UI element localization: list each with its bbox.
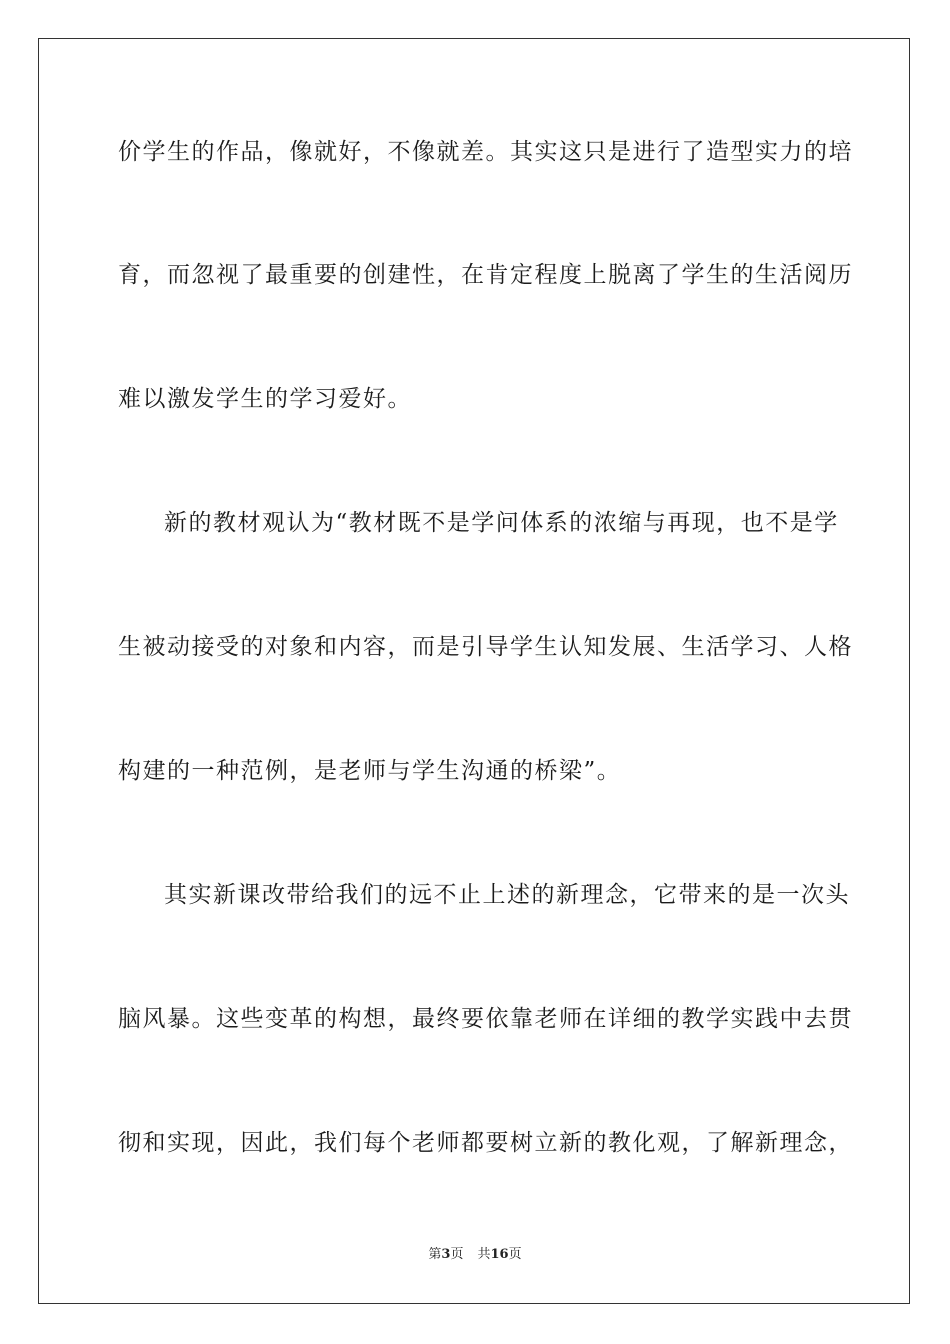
page-prefix: 第: [428, 1247, 442, 1262]
page-suffix: 页: [450, 1247, 464, 1262]
text-line: 构建的一种范例，是老师与学生沟通的桥梁”。: [118, 758, 622, 784]
text-line: 生被动接受的对象和内容，而是引导学生认知发展、生活学习、人格: [118, 634, 853, 660]
text-line: 育，而忽视了最重要的创建性，在肯定程度上脱离了学生的生活阅历: [118, 262, 853, 288]
total-pages: 16: [490, 1247, 509, 1262]
text-line: 其实新课改带给我们的远不止上述的新理念，它带来的是一次头: [164, 882, 850, 908]
text-line: 脑风暴。这些变革的构想，最终要依靠老师在详细的教学实践中去贯: [118, 1006, 853, 1032]
total-prefix: 共: [477, 1247, 491, 1262]
page-footer: [0, 1246, 950, 1264]
page-border: [38, 38, 910, 1304]
total-suffix: 页: [508, 1247, 522, 1262]
text-line: 新的教材观认为“教材既不是学问体系的浓缩与再现，也不是学: [164, 510, 839, 536]
text-line: 彻和实现，因此，我们每个老师都要树立新的教化观，了解新理念，: [118, 1130, 853, 1156]
text-line: 价学生的作品，像就好，不像就差。其实这只是进行了造型实力的培: [118, 139, 853, 165]
text-line: 难以激发学生的学习爱好。: [118, 386, 412, 412]
page-number: 3: [441, 1247, 451, 1262]
